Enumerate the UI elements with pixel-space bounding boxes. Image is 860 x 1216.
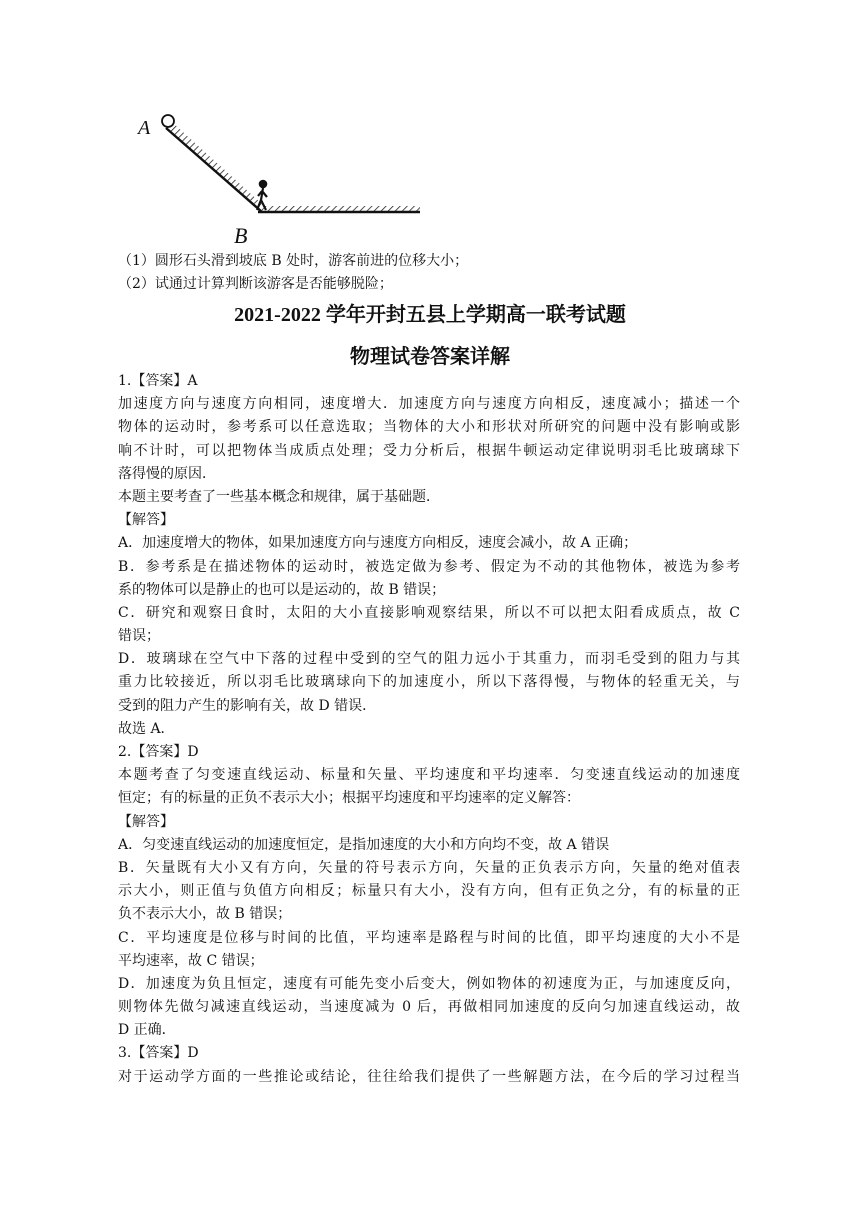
body-line: 受到的阻力产生的影响有关，故 D 错误． [118,697,377,714]
body-line: 则物体先做匀减速直线运动，当速度减为 0 后，再做相同加速度的反向匀加速直线运动，故 [118,999,740,1016]
body-line: 负不表示大小，故 B 错误； [118,906,292,923]
body-line: B．矢量既有大小又有方向，矢量的符号表示方向，矢量的正负表示方向，矢量的绝对值表 [118,859,740,876]
stone-ball [162,115,174,127]
body-line: 错误； [118,628,160,645]
body-line: 故选 A． [118,720,175,737]
body-line: 加速度方向与速度方向相同，速度增大．加速度方向与速度方向相反，速度减小；描述一个 [118,396,740,413]
question-1: （1）圆形石头滑到坡底 B 处时，游客前进的位移大小； [118,253,469,269]
body-line: 重力比较接近，所以羽毛比玻璃球向下的加速度小，所以下落得慢，与物体的轻重无关，与 [118,674,740,691]
slope-hatch [166,122,262,210]
body-line: 物体的运动时，参考系可以任意选取；当物体的大小和形状对所研究的问题中没有影响或影 [118,419,740,436]
body-line: A．加速度增大的物体，如果加速度方向与速度方向相反，速度会减小，故 A 正确； [118,535,638,552]
body-line: 对于运动学方面的一些推论或结论，往往给我们提供了一些解题方法，在今后的学习过程当 [118,1068,740,1085]
page-title: 2021-2022 学年开封五县上学期高一联考试题 [234,304,626,326]
body-line: 本题考查了匀变速直线运动、标量和矢量、平均速度和平均速率．匀变速直线运动的加速度 [118,767,740,784]
body-line: 【解答】 [118,813,174,830]
body-line: D．玻璃球在空气中下落的过程中受到的空气的阻力远小于其重力，而羽毛受到的阻力与其 [118,651,740,668]
body-line: 响不计时，可以把物体当成质点处理；受力分析后，根据牛顿运动定律说明羽毛比玻璃球下 [118,442,740,459]
body-line: B．参考系是在描述物体的运动时，被选定做为参考、假定为不动的其他物体，被选为参考 [118,558,740,575]
label-a: A [138,117,151,139]
body-line: 落得慢的原因． [118,465,216,482]
body-line: 【解答】 [118,512,174,529]
body-line: 恒定；有的标量的正负不表示大小；根据平均速度和平均速率的定义解答： [118,790,580,807]
body-line: D 正确． [118,1022,176,1039]
body-line: A．匀变速直线运动的加速度恒定，是指加速度的大小和方向均不变，故 A 错误 [118,836,610,853]
answer-body [118,370,740,1089]
body-line: 3.【答案】D [118,1045,199,1062]
body-line: C．平均速度是位移与时间的比值，平均速率是路程与时间的比值，即平均速度的大小不是 [118,929,740,946]
page-subtitle: 物理试卷答案详解 [350,346,510,368]
body-line: 1.【答案】A [118,373,198,389]
body-line: 平均速率，故 C 错误； [118,952,264,969]
slope-line [166,128,262,212]
body-line: 2.【答案】D [118,744,199,760]
body-line: 示大小，则正值与负值方向相反；标量只有大小，没有方向，但有正负之分，有的标量的正 [118,883,740,900]
body-line: 系的物体可以是静止的也可以是运动的，故 B 错误； [118,581,446,598]
body-line: C．研究和观察日食时，太阳的大小直接影响观察结果，所以不可以把太阳看成质点，故 C [118,604,740,621]
question-list [118,250,740,296]
slope-figure [130,108,430,248]
body-line: 本题主要考查了一些基本概念和规律，属于基础题． [118,488,440,505]
body-line: D．加速度为负且恒定，速度有可能先变小后变大，例如物体的初速度为正，与加速度反向， [118,975,740,992]
question-2: （2）试通过计算判断该游客是否能够脱险； [118,276,393,293]
label-b: B [234,223,248,248]
